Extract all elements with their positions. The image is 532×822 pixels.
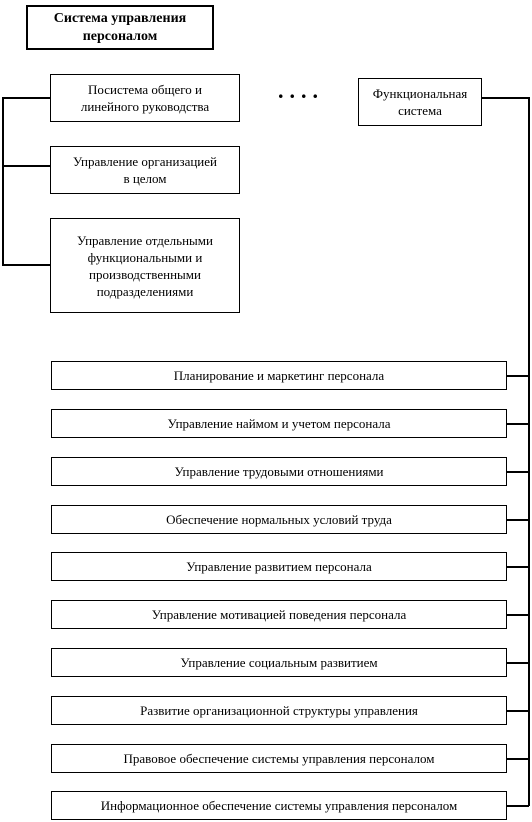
function-label: Планирование и маркетинг персонала (173, 368, 385, 383)
function-connector-6 (507, 614, 529, 616)
right-trunk-vertical (528, 97, 530, 806)
function-box-9 (51, 744, 507, 773)
function-connector-1 (507, 375, 529, 377)
left-bracket-mid (2, 165, 50, 167)
function-connector-5 (507, 566, 529, 568)
function-box-10 (51, 791, 507, 820)
function-connector-7 (507, 662, 529, 664)
org-management-label: Управление организацией в целом (72, 154, 217, 186)
function-connector-8 (507, 710, 529, 712)
functional-system-label: Функциональная система (372, 86, 468, 118)
function-connector-2 (507, 423, 529, 425)
function-box-8 (51, 696, 507, 725)
ellipsis: .... (278, 78, 324, 103)
function-box-1 (51, 361, 507, 390)
function-label: Управление развитием персонала (186, 559, 372, 574)
function-box-4 (51, 505, 507, 534)
subsystem-general-label: Посистема общего и линейного руководства (80, 82, 210, 114)
function-connector-4 (507, 519, 529, 521)
function-label: Информационное обеспечение системы управления персоналом (100, 798, 458, 813)
function-label: Управление мотивацией поведения персонала (151, 607, 407, 622)
left-bracket-vertical (2, 97, 4, 266)
function-connector-10 (507, 805, 529, 807)
function-connector-9 (507, 758, 529, 760)
root-box (26, 5, 214, 50)
function-box-3 (51, 457, 507, 486)
function-box-6 (51, 600, 507, 629)
function-label: Управление трудовыми отношениями (174, 464, 384, 479)
left-bracket-bottom (2, 264, 50, 266)
subsystem-general-box (50, 74, 240, 122)
function-box-5 (51, 552, 507, 581)
division-management-label: Управление отдельными функциональными и производственными подразделениями (77, 232, 213, 299)
functional-system-box (358, 78, 482, 126)
function-box-7 (51, 648, 507, 677)
function-connector-3 (507, 471, 529, 473)
function-label: Управление наймом и учетом персонала (167, 416, 391, 431)
root-label: Система управления персоналом (53, 10, 187, 44)
division-management-box (50, 218, 240, 313)
function-label: Развитие организационной структуры управления (140, 703, 418, 718)
function-box-2 (51, 409, 507, 438)
function-label: Правовое обеспечение системы управления персоналом (123, 751, 435, 766)
right-trunk-top (482, 97, 530, 99)
left-bracket-top (2, 97, 50, 99)
function-label: Обеспечение нормальных условий труда (166, 512, 392, 527)
function-label: Управление социальным развитием (180, 655, 378, 670)
org-management-box (50, 146, 240, 194)
